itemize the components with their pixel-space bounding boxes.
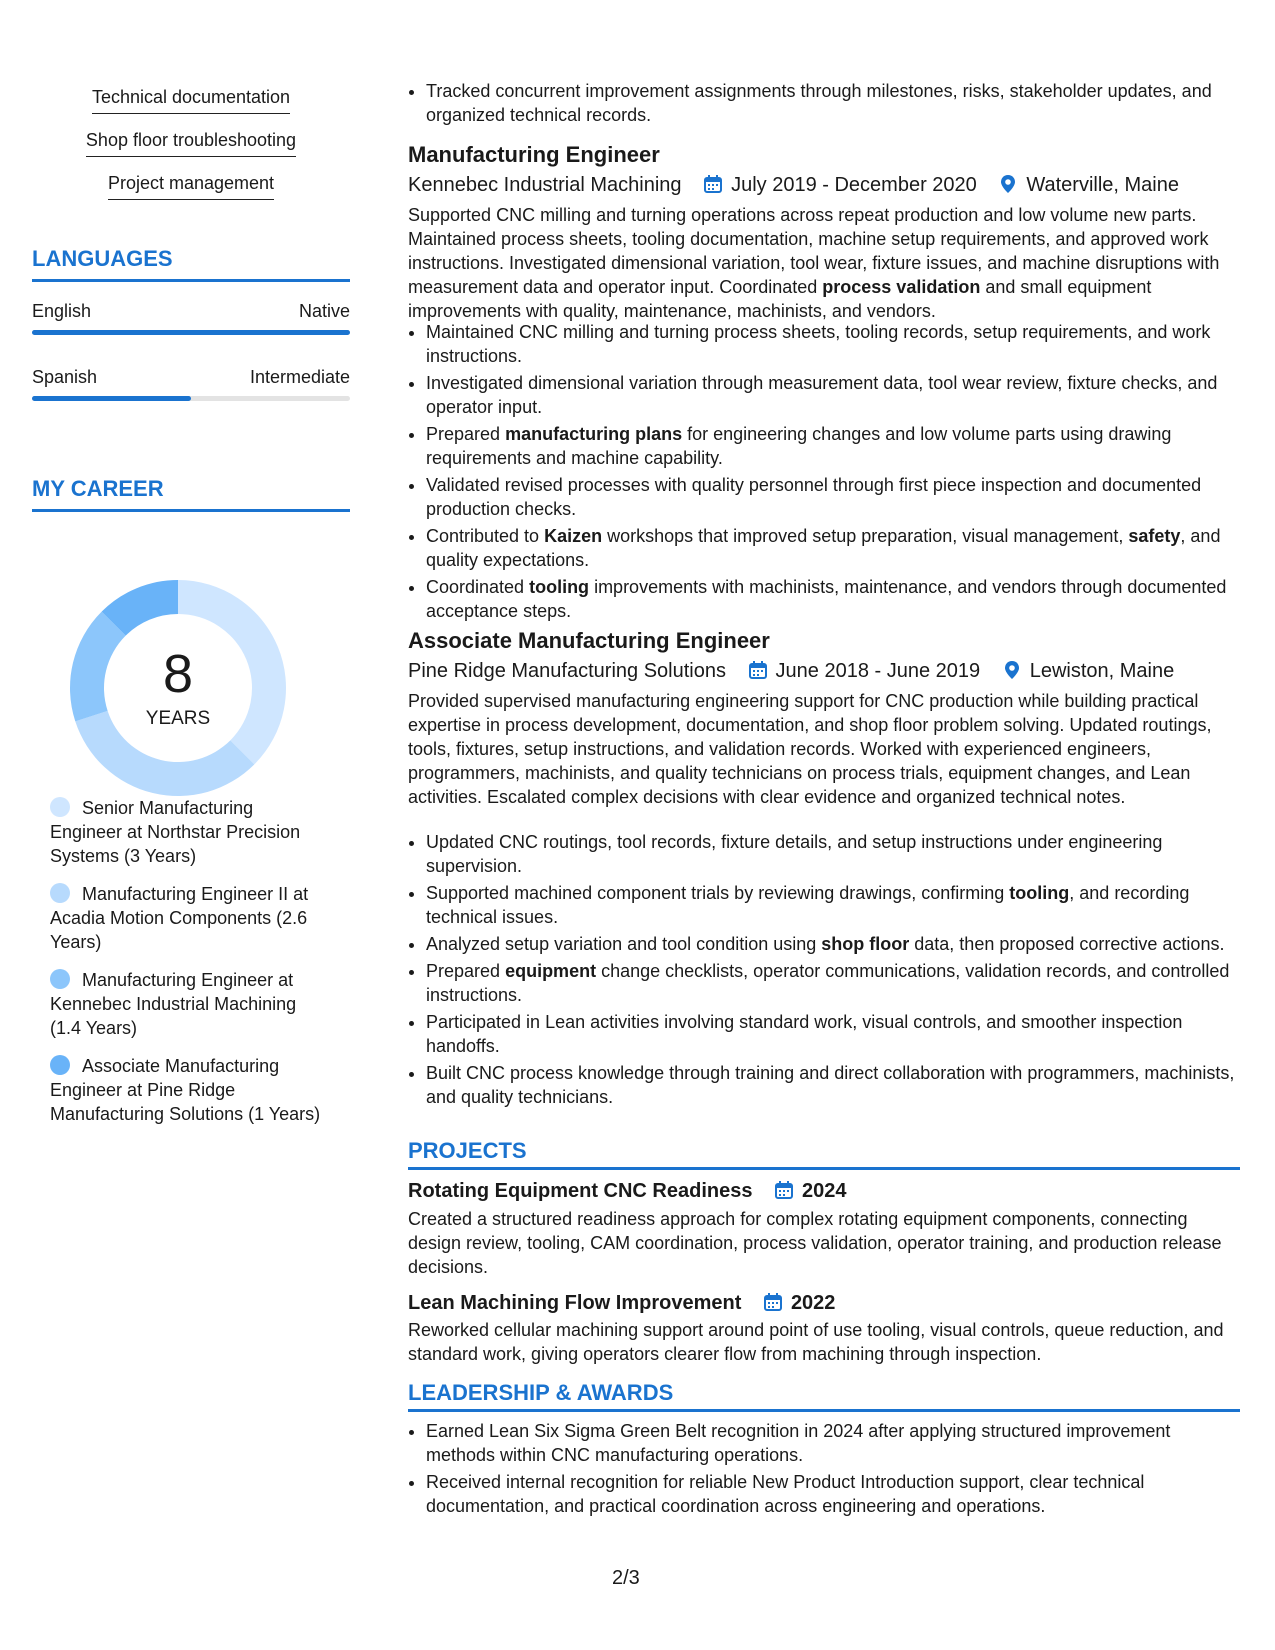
skill-item: Shop floor troubleshooting: [32, 129, 350, 157]
job-location: Waterville, Maine: [1026, 174, 1179, 196]
list-item: • Participated in Lean activities involving standard work, visual controls, and smoother inspection handoffs.: [426, 1010, 1240, 1058]
projects-heading: PROJECTS: [408, 1138, 1240, 1170]
project-description: Created a structured readiness approach for complex rotating equipment components, connecting design review, tooling, CAM coordination, process validation, operator training, and production release decisions.: [408, 1209, 1222, 1277]
career-total-years: 8: [162, 644, 194, 704]
list-item: • Coordinated tooling improvements with machinists, maintenance, and vendors through documented acceptance steps.: [426, 575, 1240, 623]
skill-item: Technical documentation: [32, 86, 350, 114]
calendar-icon: [703, 174, 723, 194]
company-name: Pine Ridge Manufacturing Solutions: [408, 660, 726, 682]
career-legend-item: Manufacturing Engineer at Kennebec Industrial Machining (1.4 Years): [50, 970, 297, 1038]
list-item: • Received internal recognition for reliable New Product Introduction support, clear technical documentation, and practical coordination across engineering and operations.: [426, 1470, 1240, 1518]
list-item: • Maintained CNC milling and turning process sheets, tooling records, setup requirements, and work instructions.: [426, 320, 1240, 368]
language-proficiency-fill: [32, 396, 191, 401]
list-item: • Updated CNC routings, tool records, fixture details, and setup instructions under engineering supervision.: [426, 830, 1240, 878]
job-title: Manufacturing Engineer: [408, 142, 660, 167]
project-description: Reworked cellular machining support around point of use tooling, visual controls, queue reduction, and standard work, giving operators clearer flow from machining through inspection.: [408, 1320, 1224, 1364]
list-item: • Prepared manufacturing plans for engineering changes and low volume parts using drawing requirements and machine capability.: [426, 422, 1240, 470]
career-legend-item: Associate Manufacturing Engineer at Pine Ridge Manufacturing Solutions (1 Years): [50, 1056, 321, 1124]
project-title: Lean Machining Flow Improvement: [408, 1292, 742, 1314]
project-title-row: [408, 1290, 1240, 1316]
carry-over-bullets: [408, 79, 1240, 130]
skill-item: Project management: [32, 172, 350, 200]
job-location: Lewiston, Maine: [1029, 660, 1175, 682]
company-name: Kennebec Industrial Machining: [408, 174, 682, 196]
language-name: English: [32, 301, 92, 321]
career-heading: MY CAREER: [32, 476, 350, 512]
job-dates: June 2018 - June 2019: [775, 660, 981, 682]
language-proficiency-fill: [32, 330, 350, 335]
calendar-icon: [763, 1292, 783, 1312]
calendar-icon: [748, 660, 768, 680]
calendar-icon: [774, 1180, 794, 1200]
language-proficiency-bar: [32, 396, 350, 401]
list-item: • Tracked concurrent improvement assignments through milestones, risks, stakeholder updates, and organized technical records.: [426, 79, 1240, 127]
job-bullets: [408, 830, 1240, 1112]
career-legend-item: Manufacturing Engineer II at Acadia Motion Components (2.6 Years): [50, 884, 309, 952]
legend-dot: [50, 969, 70, 989]
list-item: • Supported machined component trials by reviewing drawings, confirming tooling, and recording technical issues.: [426, 881, 1240, 929]
project-year: 2022: [790, 1292, 836, 1314]
job-summary: Provided supervised manufacturing engineering support for CNC production while building practical expertise in process development, documentation, and shop floor problem solving. Updated routings, tools, fixtures, setup instructions, and validation records. Worked with experienced engineers, programmers, machinists, and quality technicians on process trials, equipment changes, and Lean activities. Escalated complex decisions with clear evidence and organized technical notes.: [408, 691, 1212, 807]
list-item: • Prepared equipment change checklists, operator communications, validation records, and controlled instructions.: [426, 959, 1240, 1007]
job-meta: [408, 658, 1240, 684]
career-years-label: YEARS: [145, 708, 211, 729]
legend-dot: [50, 797, 70, 817]
languages-heading: LANGUAGES: [32, 246, 350, 282]
location-pin-icon: [1002, 660, 1022, 680]
list-item: • Validated revised processes with quality personnel through first piece inspection and documented production checks.: [426, 473, 1240, 521]
awards-list: [408, 1419, 1240, 1521]
awards-heading: LEADERSHIP & AWARDS: [408, 1380, 1240, 1412]
legend-dot: [50, 1055, 70, 1075]
language-name: Spanish: [32, 367, 98, 387]
project-title-row: [408, 1178, 1240, 1204]
job-summary: Supported CNC milling and turning operations across repeat production and low volume new parts. Maintained process sheets, tooling documentation, machine setup requirements, and approved work instructions. Investigated dimensional variation, tool wear, fixture issues, and machine disruptions with measurement data and operator input. Coordinated process validation and small equipment improvements with quality, maintenance, machinists, and vendors.: [408, 205, 1220, 321]
list-item: • Analyzed setup variation and tool condition using shop floor data, then proposed corrective actions.: [426, 932, 1240, 956]
location-pin-icon: [998, 174, 1018, 194]
language-level: Intermediate: [249, 367, 350, 387]
language-level: Native: [298, 301, 350, 321]
list-item: • Built CNC process knowledge through training and direct collaboration with programmers, machinists, and quality technicians.: [426, 1061, 1240, 1109]
list-item: • Earned Lean Six Sigma Green Belt recognition in 2024 after applying structured improvement methods within CNC manufacturing operations.: [426, 1419, 1240, 1467]
legend-dot: [50, 883, 70, 903]
list-item: • Investigated dimensional variation through measurement data, tool wear review, fixture checks, and operator input.: [426, 371, 1240, 419]
project-year: 2024: [802, 1180, 847, 1202]
job-dates: July 2019 - December 2020: [731, 174, 977, 196]
language-proficiency-bar: [32, 330, 350, 335]
job-title: Associate Manufacturing Engineer: [408, 628, 770, 653]
career-legend-item: Senior Manufacturing Engineer at Northstar Precision Systems (3 Years): [50, 798, 301, 866]
page-number: 2/3: [612, 1567, 640, 1589]
list-item: • Contributed to Kaizen workshops that improved setup preparation, visual management, safety, and quality expectations.: [426, 524, 1240, 572]
job-bullets: [408, 320, 1240, 626]
project-title: Rotating Equipment CNC Readiness: [408, 1180, 753, 1202]
job-meta: [408, 172, 1240, 198]
